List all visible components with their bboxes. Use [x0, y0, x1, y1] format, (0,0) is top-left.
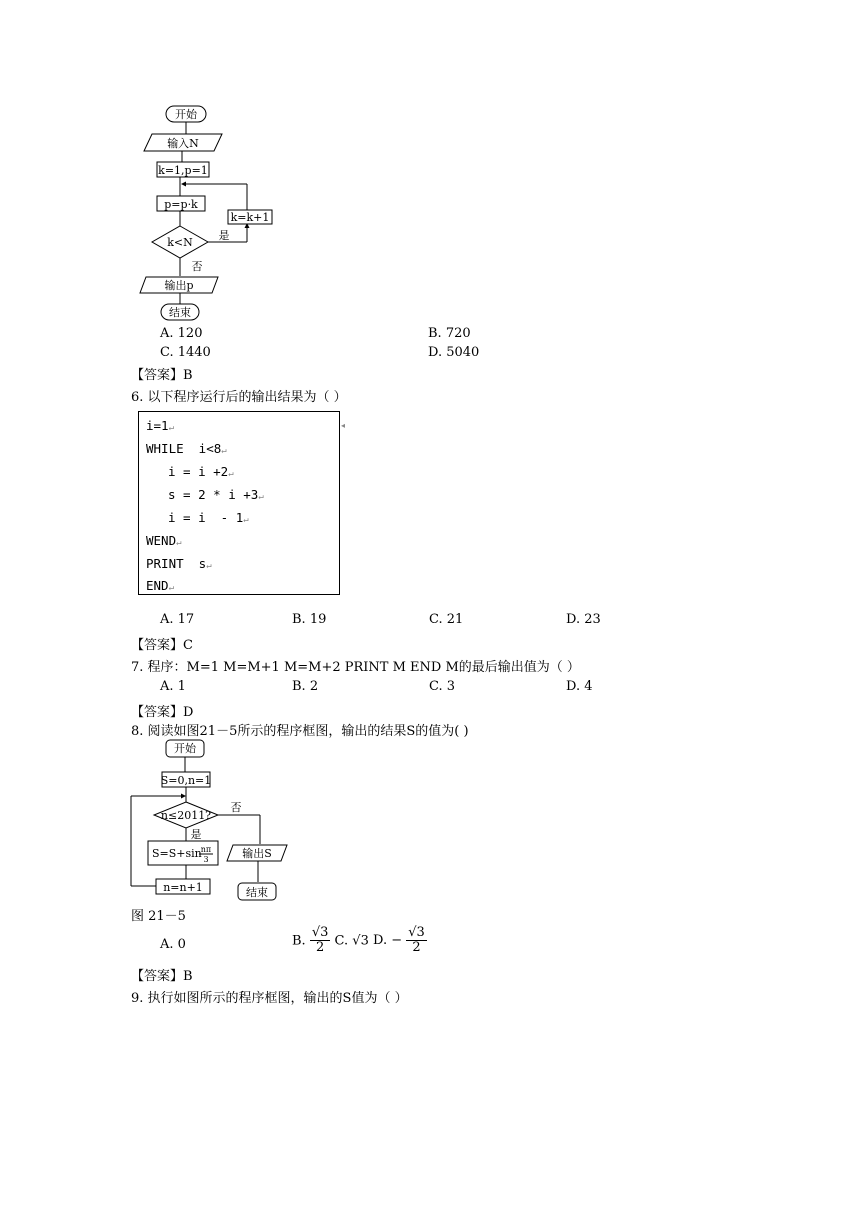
q8-frac-den: 3 — [203, 855, 209, 864]
q8-frac-num: nπ — [200, 845, 212, 854]
q8-no-label: 否 — [230, 801, 242, 814]
q5-condition-text: k<N — [167, 236, 193, 249]
q6-option-c: C. 21 — [429, 612, 464, 627]
anchor-mark-icon: ◂ — [341, 421, 346, 430]
q5-no-label: 否 — [191, 260, 203, 273]
q6-code-line-4: s = 2 * i +3↵ — [168, 487, 264, 502]
q8-option-b: B. $\frac{√3}{2}$ C. √3 D. − $\frac{√3}{2}$ — [292, 925, 425, 956]
q8-option-c: C. √3 — [334, 933, 369, 949]
q8-process-text: S=S+sin — [152, 847, 202, 860]
q6-code-line-1: i=1↵ — [146, 418, 174, 433]
q5-init-text: k=1,p=1 — [158, 164, 208, 177]
q8-yes-label: 是 — [190, 828, 202, 841]
q5-option-d: D. 5040 — [428, 345, 480, 360]
q5-increment-text: k=k+1 — [230, 211, 270, 224]
q8-increment-text: n=n+1 — [163, 881, 203, 894]
q6-option-b: B. 19 — [292, 612, 327, 627]
q7-option-c: C. 3 — [429, 679, 456, 694]
q8-option-d-fraction: $\frac{√3}{2}$ — [408, 925, 425, 956]
q6-option-a: A. 17 — [160, 612, 195, 627]
q5-process-text: p=p·k — [164, 198, 198, 211]
q7-answer: 【答案】D — [131, 705, 194, 720]
q7-question: 7. 程序：M=1 M=M+1 M=M+2 PRINT M END M的最后输出值为（ ） — [131, 660, 580, 675]
q6-code-line-2: WHILE i<8↵ — [146, 441, 227, 456]
q5-yes-label: 是 — [218, 229, 230, 242]
q8-option-b-fraction: $\frac{√3}{2}$ — [311, 925, 329, 956]
q5-input-text: 输入N — [167, 137, 199, 150]
q8-option-a: A. 0 — [160, 937, 186, 952]
q8-condition-text: n≤2011? — [160, 809, 212, 822]
q9-question: 9. 执行如图所示的程序框图，输出的S值为（ ） — [131, 991, 408, 1006]
q5-option-a: A. 120 — [160, 326, 203, 341]
q6-code-line-8: END↵ — [146, 578, 174, 593]
q7-option-a: A. 1 — [160, 679, 186, 694]
q8-start-text: 开始 — [174, 742, 196, 755]
q6-answer: 【答案】C — [131, 638, 193, 653]
q7-option-d: D. 4 — [566, 679, 593, 694]
q6-code-line-7: PRINT s↵ — [146, 556, 212, 571]
q8-question: 8. 阅读如图21－5所示的程序框图，输出的结果S的值为( ) — [131, 724, 469, 739]
q6-code-line-5: i = i - 1↵ — [168, 510, 249, 525]
q5-option-b: B. 720 — [428, 326, 471, 341]
q5-output-text: 输出p — [164, 279, 194, 292]
q5-start-text: 开始 — [175, 108, 197, 121]
q6-question: 6. 以下程序运行后的输出结果为（ ） — [131, 390, 347, 405]
q5-option-c: C. 1440 — [160, 345, 211, 360]
q6-code-line-6: WEND↵ — [146, 533, 182, 548]
q8-answer: 【答案】B — [131, 969, 193, 984]
q8-caption: 图 21－5 — [131, 909, 186, 924]
q8-option-d: D. − $\frac{√3}{2}$ — [373, 925, 425, 956]
q7-option-b: B. 2 — [292, 679, 319, 694]
q6-code-line-3: i = i +2↵ — [168, 464, 234, 479]
q5-end-text: 结束 — [169, 306, 191, 319]
q8-end-text: 结束 — [246, 886, 268, 899]
q8-init-text: S=0,n=1 — [160, 774, 212, 787]
q5-answer: 【答案】B — [131, 368, 193, 383]
q6-option-d: D. 23 — [566, 612, 601, 627]
q8-output-text: 输出S — [242, 847, 272, 860]
